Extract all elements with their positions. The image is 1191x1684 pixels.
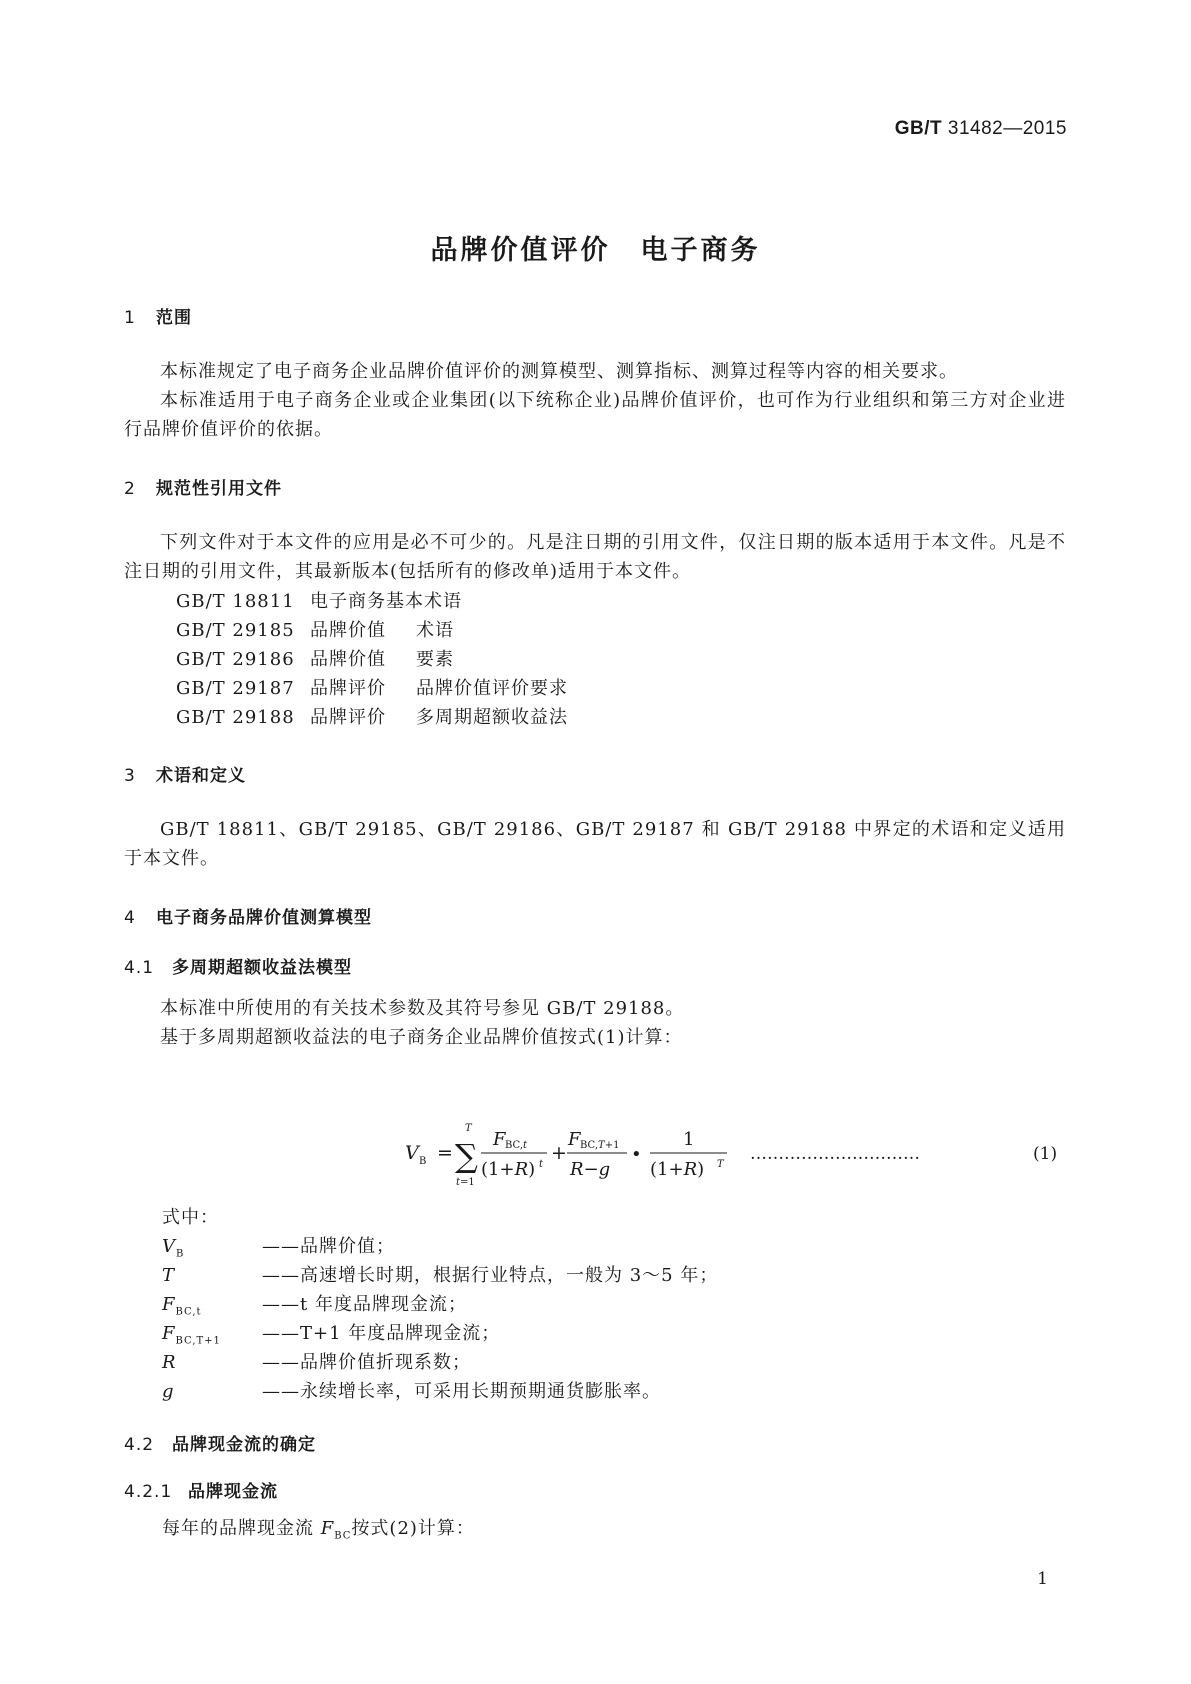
reference-item [176,645,454,671]
symbol-row [162,1261,718,1289]
symbol-desc: ——永续增长率，可采用长期预期通货膨胀率。 [262,1381,661,1402]
section-2-number: 2 [124,479,136,499]
section-4-heading [124,903,372,928]
section-2-title: 规范性引用文件 [156,479,282,499]
reference-name: 品牌价值 [310,620,386,641]
section-3-para-1: GB/T 18811、GB/T 29185、GB/T 29186、GB/T 29187 和 GB/T 29188 中界定的术语和定义适用于本文件。 [124,819,1066,869]
section-4-2-title: 品牌现金流的确定 [172,1435,316,1455]
symbol: g [162,1381,175,1402]
reference-subname: 术语 [416,620,454,641]
reference-item [176,616,454,642]
symbol-desc: ——高速增长时期，根据行业特点，一般为 3～5 年； [262,1265,719,1286]
reference-name: 品牌评价 [310,707,386,728]
svg-text:F: F [568,1129,581,1150]
section-4-1-title: 多周期超额收益法模型 [172,958,352,978]
section-4-title: 电子商务品牌价值测算模型 [156,908,372,928]
formula-dots: ………………………… [750,1144,920,1164]
section-3-title: 术语和定义 [156,766,246,786]
symbol: V [162,1236,176,1257]
section-1-para-1: 本标准规定了电子商务企业品牌价值评价的测算模型、测算指标、测算过程等内容的相关要求。 [160,361,958,382]
svg-text:T: T [717,1159,724,1170]
para-text-a: 每年的品牌现金流 [162,1518,321,1539]
reference-subname: 品牌价值评价要求 [416,678,568,699]
section-2-para-1: 下列文件对于本文件的应用是必不可少的。凡是注日期的引用文件，仅注日期的版本适用于本文件。凡是不注日期的引用文件，其最新版本(包括所有的修改单)适用于本文件。 [124,532,1066,582]
section-4-2-heading [124,1430,316,1455]
section-1-para-2: 本标准适用于电子商务企业或企业集团(以下统称企业)品牌价值评价，也可作为行业组织和第三方对企业进行品牌价值评价的依据。 [124,390,1066,440]
section-1-heading [124,303,192,328]
symbol-row [162,1377,661,1405]
svg-text:1: 1 [683,1129,695,1150]
svg-text:BC,T+1: BC,T+1 [580,1140,620,1151]
symbol-desc: ——品牌价值折现系数； [262,1352,471,1373]
section-1-title: 范围 [156,308,192,328]
reference-code: GB/T 29186 [176,649,295,670]
symbol-desc: ——品牌价值； [262,1236,395,1257]
standard-prefix: GB/T [894,118,943,139]
symbol-row [162,1232,395,1260]
svg-text:+: + [551,1142,567,1164]
svg-text:BC,t: BC,t [505,1140,528,1151]
reference-name: 品牌价值 [310,649,386,670]
section-2-heading [124,474,282,499]
reference-item [176,703,568,729]
section-3-number: 3 [124,766,136,786]
formula-label: (1) [1033,1144,1058,1164]
svg-text:t: t [539,1159,544,1170]
svg-text:V: V [405,1142,419,1164]
symbol: F [162,1323,176,1344]
section-4-1-heading [124,953,352,978]
section-4-2-1-title: 品牌现金流 [188,1482,278,1502]
section-4-2-1-para-1 [162,1514,475,1551]
reference-subname: 要素 [416,649,454,670]
section-4-1-number: 4.1 [124,958,155,978]
page-number: 1 [1037,1569,1048,1589]
reference-subname: 多周期超额收益法 [416,707,568,728]
svg-text:B: B [419,1156,427,1167]
reference-code: GB/T 29187 [176,678,295,699]
section-3-heading [124,761,246,786]
svg-text:(1+R): (1+R) [481,1159,536,1180]
svg-text:•: • [631,1144,642,1165]
reference-name: 电子商务基本术语 [310,591,462,612]
where-label: 式中： [162,1207,219,1228]
svg-text:=: = [437,1142,453,1164]
reference-code: GB/T 29188 [176,707,295,728]
para-text-b: 按式(2)计算： [351,1518,475,1539]
symbol: F [320,1518,335,1539]
symbol-sub: BC,T+1 [175,1335,221,1347]
symbol: T [162,1265,176,1286]
formula-1 [405,1115,1067,1195]
reference-code: GB/T 29185 [176,620,295,641]
section-4-1-para-2: 基于多周期超额收益法的电子商务企业品牌价值按式(1)计算： [160,1027,683,1048]
section-1-number: 1 [124,308,136,328]
svg-text:F: F [493,1129,506,1150]
standard-code: 31482—2015 [947,118,1067,139]
symbol-sub: BC [334,1530,352,1542]
section-4-1-para-1: 本标准中所使用的有关技术参数及其符号参见 GB/T 29188。 [160,998,685,1019]
svg-text:t=1: t=1 [456,1177,475,1188]
reference-item [176,674,568,700]
reference-item [176,587,462,613]
symbol: R [162,1352,177,1373]
section-4-2-1-heading [124,1477,278,1502]
section-4-2-1-number: 4.2.1 [124,1482,173,1502]
symbol-row [162,1319,500,1347]
svg-text:R−g: R−g [570,1159,611,1180]
section-4-2-number: 4.2 [124,1435,155,1455]
symbol-sub: BC,t [175,1306,202,1318]
symbol-sub: B [176,1248,185,1260]
standard-number [895,118,1067,140]
document-title: 品牌价值评价 电子商务 [430,235,761,266]
svg-text:T: T [465,1123,472,1134]
symbol-row [162,1290,467,1318]
symbol-desc: ——t 年度品牌现金流； [262,1294,467,1315]
reference-code: GB/T 18811 [176,591,295,612]
svg-text:∑: ∑ [455,1137,478,1175]
svg-text:(1+R): (1+R) [650,1159,705,1180]
section-4-number: 4 [124,908,136,928]
symbol-desc: ——T+1 年度品牌现金流； [262,1323,501,1344]
symbol-row [162,1348,471,1376]
reference-name: 品牌评价 [310,678,386,699]
symbol: F [162,1294,176,1315]
